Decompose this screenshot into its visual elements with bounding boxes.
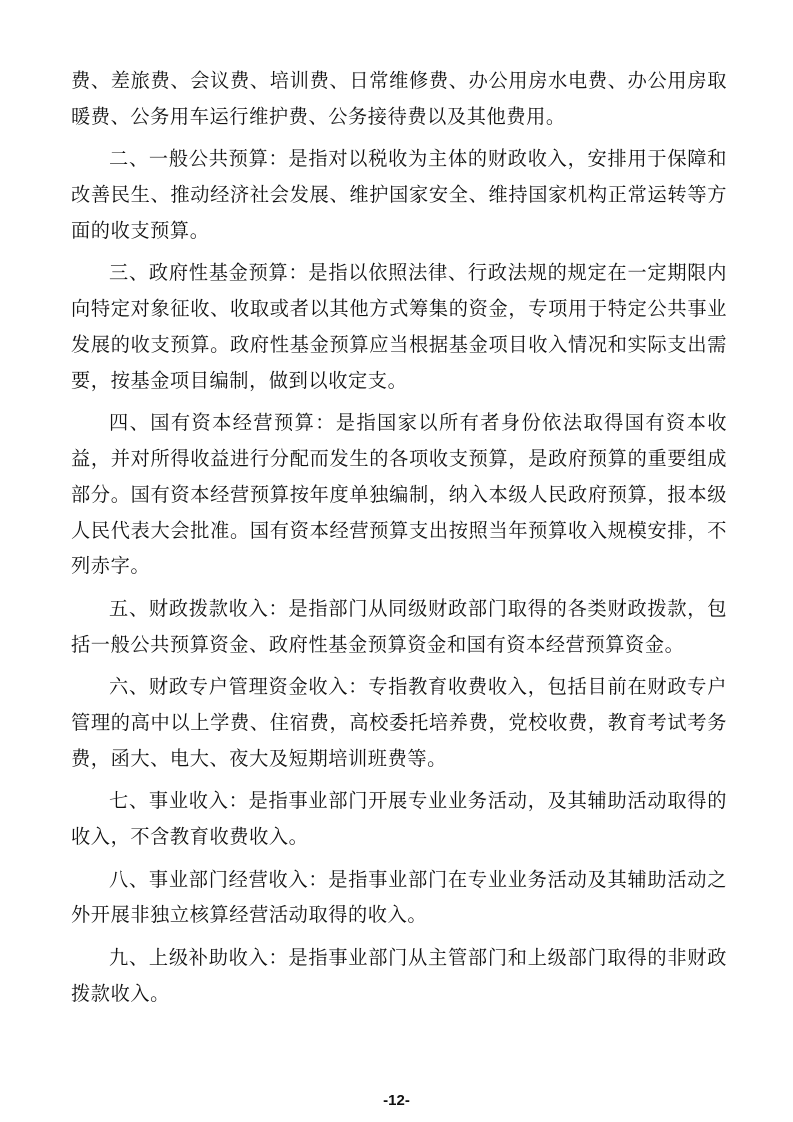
paragraph-operating-income: 八、事业部门经营收入：是指事业部门在专业业务活动及其辅助活动之外开展非独立核算经营活动取得的收入。 bbox=[71, 867, 727, 927]
paragraph-general-public-budget: 二、一般公共预算：是指对以税收为主体的财政收入，安排用于保障和改善民生、推动经济社会发展、维护国家安全、维持国家机构正常运转等方面的收支预算。 bbox=[71, 147, 727, 242]
paragraph-state-capital-budget: 四、国有资本经营预算：是指国家以所有者身份依法取得国有资本收益，并对所得收益进行分配而发生的各项收支预算，是政府预算的重要组成部分。国有资本经营预算按年度单独编制，纳入本级人民政府预算，报本级人民代表大会批准。国有资本经营预算支出按照当年预算收入规模安排，不列赤字。 bbox=[71, 411, 727, 578]
paragraph-fiscal-appropriation-income: 五、财政拨款收入：是指部门从同级财政部门取得的各类财政拨款，包括一般公共预算资金、政府性基金预算资金和国有资本经营预算资金。 bbox=[71, 596, 727, 656]
document-body bbox=[71, 63, 727, 1018]
paragraph-continuation-expenses: 费、差旅费、会议费、培训费、日常维修费、办公用房水电费、办公用房取暖费、公务用车运行维护费、公务接待费以及其他费用。 bbox=[71, 69, 727, 128]
paragraph-government-fund-budget: 三、政府性基金预算：是指以依照法律、行政法规的规定在一定期限内向特定对象征收、收取或者以其他方式筹集的资金，专项用于特定公共事业发展的收支预算。政府性基金预算应当根据基金项目收入情况和实际支出需要，按基金项目编制，做到以收定支。 bbox=[71, 261, 727, 392]
paragraph-business-income: 七、事业收入：是指事业部门开展专业业务活动，及其辅助活动取得的收入，不含教育收费收入。 bbox=[71, 789, 727, 849]
paragraph-special-account-income: 六、财政专户管理资金收入：专指教育收费收入，包括目前在财政专户管理的高中以上学费、住宿费，高校委托培养费，党校收费，教育考试考务费，函大、电大、夜大及短期培训班费等。 bbox=[71, 675, 727, 770]
page-number: -12- bbox=[383, 1092, 410, 1109]
paragraph-superior-subsidy-income: 九、上级补助收入：是指事业部门从主管部门和上级部门取得的非财政拨款收入。 bbox=[71, 945, 727, 1005]
